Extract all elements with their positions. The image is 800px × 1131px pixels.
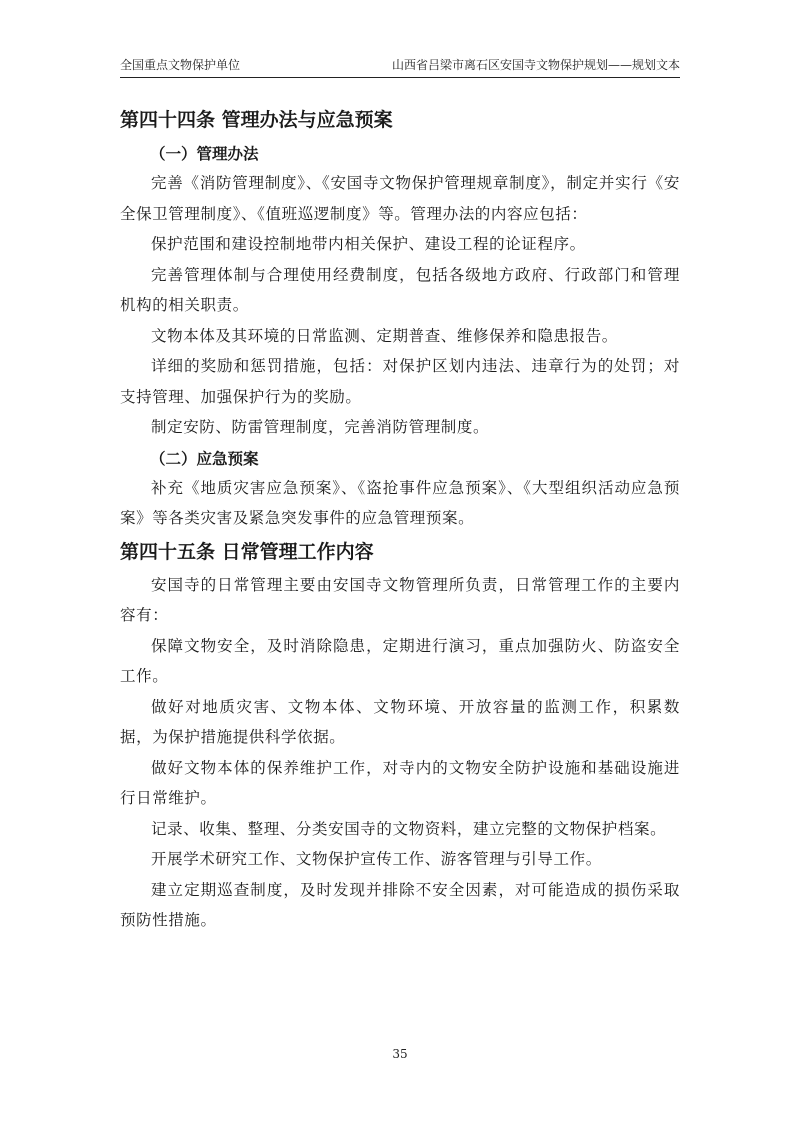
page-header [120,57,680,78]
header-right-text: 山西省吕梁市离石区安国寺文物保护规划——规划文本 [391,58,680,72]
page-number: 35 [392,1047,408,1061]
section-management-measures-heading: （一）管理办法 [150,145,259,163]
paragraph: 保护范围和建设控制地带内相关保护、建设工程的论证程序。 [151,235,586,253]
paragraph: 补充《地质灾害应急预案》、《盗抢事件应急预案》、《大型组织活动应急预案》等各类灾害及紧急突发事件的应急管理预案。 [120,478,680,527]
paragraph: 完善《消防管理制度》、《安国寺文物保护管理规章制度》，制定并实行《安全保卫管理制度》、《值班巡逻制度》等。管理办法的内容应包括： [120,174,680,223]
document-body [120,100,680,936]
article-45-heading: 第四十五条 日常管理工作内容 [120,540,374,563]
article-44-heading: 第四十四条 管理办法与应急预案 [120,109,393,131]
paragraph: 开展学术研究工作、文物保护宣传工作、游客管理与引导工作。 [151,850,602,868]
paragraph: 记录、收集、整理、分类安国寺的文物资料，建立完整的文物保护档案。 [151,819,667,838]
paragraph: 安国寺的日常管理主要由安国寺文物管理所负责，日常管理工作的主要内容有： [120,575,680,624]
paragraph: 保障文物安全，及时消除隐患，定期进行演习，重点加强防火、防盗安全工作。 [120,636,680,685]
paragraph: 详细的奖励和惩罚措施，包括：对保护区划内违法、违章行为的处罚；对支持管理、加强保护行为的奖励。 [120,357,680,406]
header-left-text: 全国重点文物保护单位 [120,58,241,72]
paragraph: 做好对地质灾害、文物本体、文物环境、开放容量的监测工作，积累数据，为保护措施提供科学依据。 [120,697,680,746]
paragraph: 建立定期巡查制度，及时发现并排除不安全因素，对可能造成的损伤采取预防性措施。 [120,880,680,929]
paragraph: 文物本体及其环境的日常监测、定期普查、维修保养和隐患报告。 [151,326,618,345]
paragraph: 做好文物本体的保养维护工作，对寺内的文物安全防护设施和基础设施进行日常维护。 [120,758,680,807]
paragraph: 制定安防、防雷管理制度，完善消防管理制度。 [151,418,490,436]
paragraph: 完善管理体制与合理使用经费制度，包括各级地方政府、行政部门和管理机构的相关职责。 [120,265,680,314]
section-emergency-plan-heading: （二）应急预案 [150,449,259,468]
